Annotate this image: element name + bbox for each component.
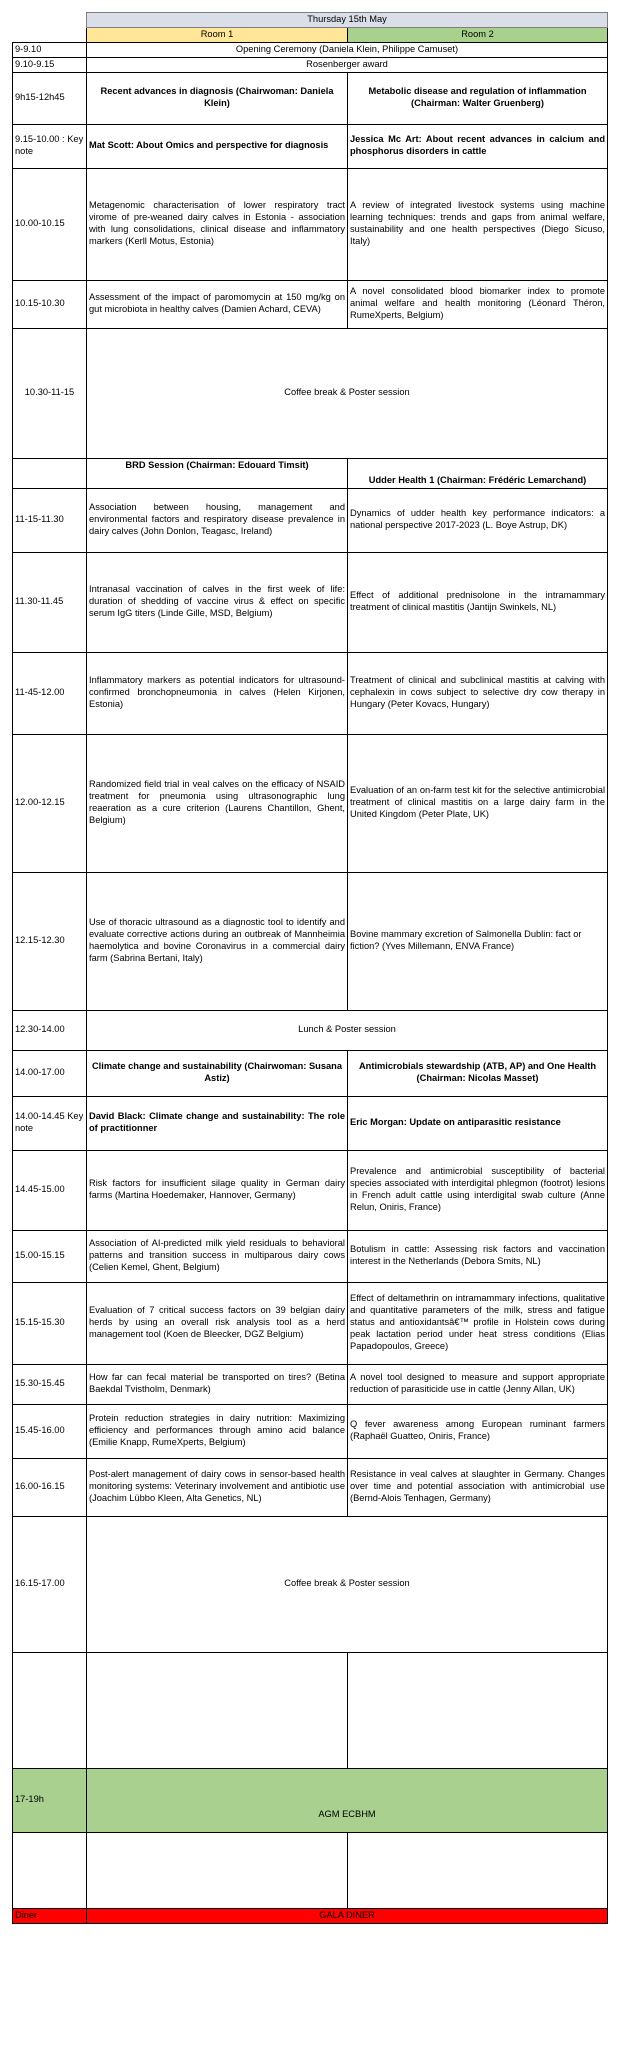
time-cell: 17-19h xyxy=(13,1768,87,1832)
talk-room1: How far can fecal material be transported on tires? (Betina Baekdal Tvistholm, Denmark) xyxy=(87,1364,348,1404)
talk-room2: Treatment of clinical and subclinical mastitis at calving with cephalexin in cows subject to selective dry cow therapy in Hungary (Peter Kovacs, Hungary) xyxy=(348,652,608,734)
agm-cell xyxy=(87,1768,608,1832)
talk-row xyxy=(13,552,608,652)
talk-room2: Dynamics of udder health key performance indicators: a national perspective 2017-2023 (L. Boye Astrup, DK) xyxy=(348,488,608,552)
time-cell: 14.45-15.00 xyxy=(13,1150,87,1230)
talk-room1: Post-alert management of dairy cows in sensor-based health monitoring systems: Veterinary involvement and antibiotic use (Joachim Lübbo Kleen, Alta Genetics, NL) xyxy=(87,1458,348,1516)
room2-header: Room 2 xyxy=(348,27,608,42)
talk-room1: Metagenomic characterisation of lower respiratory tract virome of pre-weaned dairy calves in Estonia - association with lung consolidations, clinical disease and inflammatory markers (Kerll Motus, Estonia) xyxy=(87,168,348,280)
break-row xyxy=(13,1010,608,1050)
session-row xyxy=(13,458,608,488)
talk-room1: Evaluation of 7 critical success factors on 39 belgian dairy herds by using an overall risk analysis tool as a herd management tool (Koen de Bleecker, DGZ Belgium) xyxy=(87,1282,348,1364)
session-row xyxy=(13,72,608,124)
empty-cell xyxy=(13,1652,87,1768)
talk-room2: Prevalence and antimicrobial susceptibility of bacterial species associated with interdigital phlegmon (footrot) lesions in French adult cattle using interdigital swab culture (Anne Relun, Oniris, France) xyxy=(348,1150,608,1230)
talk-row xyxy=(13,488,608,552)
talk-room2: Resistance in veal calves at slaughter in Germany. Changes over time and potential association with antimicrobial use (Bernd-Alois Tenhagen, Germany) xyxy=(348,1458,608,1516)
keynote-row xyxy=(13,124,608,168)
talk-room2: A review of integrated livestock systems using machine learning techniques: trends and gaps from animal welfare, sustainability and one health perspectives (Diego Sicuso, Italy) xyxy=(348,168,608,280)
talk-room2: A novel consolidated blood biomarker index to promote animal welfare and health monitoring (Léonard Théron, RumeXperts, Belgium) xyxy=(348,280,608,328)
time-cell: 11-45-12.00 xyxy=(13,652,87,734)
talk-room1: Assessment of the impact of paromomycin at 150 mg/kg on gut microbiota in healthy calves (Damien Achard, CEVA) xyxy=(87,280,348,328)
talk-room2: Botulism in cattle: Assessing risk factors and vaccination interest in the Netherlands (Debora Smits, NL) xyxy=(348,1230,608,1282)
talk-room2: Effect of deltamethrin on intramammary infections, qualitative and quantitative parameters of the milk, stress and fatigue status and antioxidantsâ€™ profile in Holstein cows during peak lactation period under heat stress conditions (Elias Papadopoulos, Greece) xyxy=(348,1282,608,1364)
agm-label: AGM ECBHM xyxy=(318,1809,376,1820)
session-title-room2: Antimicrobials stewardship (ATB, AP) and One Health (Chairman: Nicolas Masset) xyxy=(348,1050,608,1096)
talk-row xyxy=(13,280,608,328)
talk-row xyxy=(13,1282,608,1364)
time-cell: 15.30-15.45 xyxy=(13,1364,87,1404)
time-cell: 9.15-10.00 : Key note xyxy=(13,124,87,168)
session-title-room2: Metabolic disease and regulation of inflammation (Chairman: Walter Gruenberg) xyxy=(348,72,608,124)
time-cell: 15.15-15.30 xyxy=(13,1282,87,1364)
agm-row xyxy=(13,1768,608,1832)
time-cell: 11-15-11.30 xyxy=(13,488,87,552)
break-row xyxy=(13,328,608,458)
time-cell: 15.45-16.00 xyxy=(13,1404,87,1458)
talk-row xyxy=(13,168,608,280)
talk-row xyxy=(13,1404,608,1458)
talk-row xyxy=(13,1230,608,1282)
empty-cell xyxy=(87,1832,348,1908)
talk-room2: Effect of additional prednisolone in the intramammary treatment of clinical mastitis (Jantijn Swinkels, NL) xyxy=(348,552,608,652)
talk-room2: Evaluation of an on-farm test kit for the selective antimicrobial treatment of clinical mastitis on a large dairy farm in the United Kingdom (Peter Plate, UK) xyxy=(348,734,608,872)
time-cell: 11.30-11.45 xyxy=(13,552,87,652)
empty-cell xyxy=(348,1652,608,1768)
time-cell: 14.00-17.00 xyxy=(13,1050,87,1096)
session-title-room1: Recent advances in diagnosis (Chairwoman: Daniela Klein) xyxy=(87,72,348,124)
session-title-room1: Climate change and sustainability (Chairwoman: Susana Astiz) xyxy=(87,1050,348,1096)
talk-room1: Association of AI-predicted milk yield residuals to behavioral patterns and transition success in multiparous dairy cows (Celien Kemel, Ghent, Belgium) xyxy=(87,1230,348,1282)
talk-room1: Risk factors for insufficient silage quality in German dairy farms (Martina Hoedemaker, Hannover, Germany) xyxy=(87,1150,348,1230)
talk-room1: Randomized field trial in veal calves on the efficacy of NSAID treatment for pneumonia using ultrasonographic lung reaeration as a cure criterion (Laurens Chantillon, Ghent, Belgium) xyxy=(87,734,348,872)
day-header-row xyxy=(13,13,608,28)
talk-row xyxy=(13,734,608,872)
empty-cell xyxy=(348,1832,608,1908)
talk-room1: Inflammatory markers as potential indicators for ultrasound-confirmed bronchopneumonia in calves (Helen Kirjonen, Estonia) xyxy=(87,652,348,734)
break-row xyxy=(13,1516,608,1652)
empty-cell xyxy=(13,13,87,28)
time-cell: 15.00-15.15 xyxy=(13,1230,87,1282)
talk-room1: Association between housing, management and environmental factors and respiratory disease prevalence in dairy calves (John Donlon, Teagasc, Ireland) xyxy=(87,488,348,552)
time-cell: 9h15-12h45 xyxy=(13,72,87,124)
keynote-room2: Eric Morgan: Update on antiparasitic resistance xyxy=(348,1096,608,1150)
time-cell: 16.15-17.00 xyxy=(13,1516,87,1652)
session-title-room1: BRD Session (Chairman: Edouard Timsit) xyxy=(87,458,348,488)
keynote-row xyxy=(13,1096,608,1150)
time-cell: 9.10-9.15 xyxy=(13,57,87,72)
talk-row xyxy=(13,652,608,734)
talk-room1: Use of thoracic ultrasound as a diagnostic tool to identify and evaluate corrective actions during an outbreak of Mannheimia haemolytica and bovine Coronavirus in a commercial dairy farm (Sabrina Bertani, Italy) xyxy=(87,872,348,1010)
empty-row xyxy=(13,1832,608,1908)
room-header-row xyxy=(13,27,608,42)
empty-time-cell xyxy=(13,458,87,488)
talk-row xyxy=(13,1458,608,1516)
session-title-room2: Udder Health 1 (Chairman: Frédéric Lemarchand) xyxy=(348,458,608,488)
break-cell: Lunch & Poster session xyxy=(87,1010,608,1050)
time-cell: 10.00-10.15 xyxy=(13,168,87,280)
schedule-row xyxy=(13,57,608,72)
time-cell: 16.00-16.15 xyxy=(13,1458,87,1516)
talk-room2: Q fever awareness among European ruminant farmers (Raphaël Guatteo, Oniris, France) xyxy=(348,1404,608,1458)
talk-row xyxy=(13,872,608,1010)
talk-room2: Bovine mammary excretion of Salmonella Dublin: fact or fiction? (Yves Millemann, ENVA France) xyxy=(348,872,608,1010)
plenary-cell: Opening Ceremony (Daniela Klein, Philippe Camuset) xyxy=(87,42,608,57)
talk-room1: Intranasal vaccination of calves in the first week of life: duration of shedding of vaccine virus & effect on specific serum IgG titers (Linde Gille, MSD, Belgium) xyxy=(87,552,348,652)
keynote-room1: Mat Scott: About Omics and perspective for diagnosis xyxy=(87,124,348,168)
talk-room1: Protein reduction strategies in dairy nutrition: Maximizing efficiency and performances through amino acid balance (Emilie Knapp, RumeXperts, Belgium) xyxy=(87,1404,348,1458)
room1-header: Room 1 xyxy=(87,27,348,42)
time-cell: 10.15-10.30 xyxy=(13,280,87,328)
talk-row xyxy=(13,1150,608,1230)
talk-row xyxy=(13,1364,608,1404)
empty-cell xyxy=(13,1832,87,1908)
plenary-cell: Rosenberger award xyxy=(87,57,608,72)
empty-cell xyxy=(13,27,87,42)
empty-cell xyxy=(87,1652,348,1768)
schedule-row xyxy=(13,42,608,57)
time-cell: 10.30-11-15 xyxy=(13,328,87,458)
time-cell: 12.30-14.00 xyxy=(13,1010,87,1050)
keynote-room2: Jessica Mc Art: About recent advances in calcium and phosphorus disorders in cattle xyxy=(348,124,608,168)
time-cell: 12.15-12.30 xyxy=(13,872,87,1010)
break-cell: Coffee break & Poster session xyxy=(87,328,608,458)
time-cell: 12.00-12.15 xyxy=(13,734,87,872)
gala-row xyxy=(13,1908,608,1923)
gala-cell: GALA DINER xyxy=(87,1908,608,1923)
programme-table xyxy=(12,12,608,1924)
break-cell: Coffee break & Poster session xyxy=(87,1516,608,1652)
session-row xyxy=(13,1050,608,1096)
talk-room2: A novel tool designed to measure and support appropriate reduction of parasiticide use in cattle (Jenny Allan, UK) xyxy=(348,1364,608,1404)
time-cell: 14.00-14.45 Key note xyxy=(13,1096,87,1150)
empty-row xyxy=(13,1652,608,1768)
keynote-room1: David Black: Climate change and sustainability: The role of practitionner xyxy=(87,1096,348,1150)
day-title: Thursday 15th May xyxy=(87,13,608,28)
time-cell: Diner xyxy=(13,1908,87,1923)
time-cell: 9-9.10 xyxy=(13,42,87,57)
